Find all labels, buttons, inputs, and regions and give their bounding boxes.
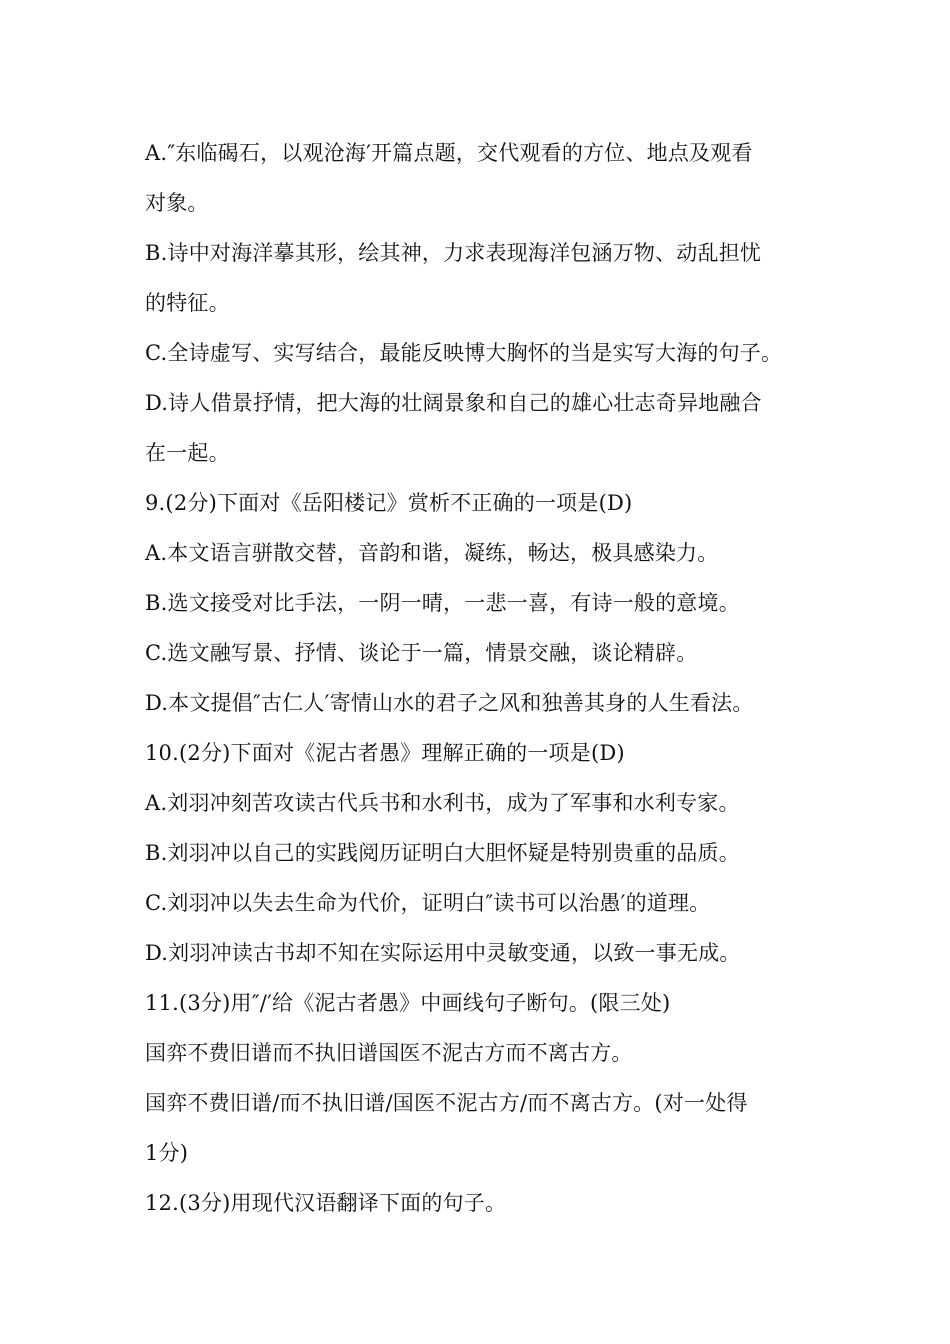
text-line: 1分) <box>145 1141 189 1165</box>
question-9: 9.(2分)下面对《岳阳楼记》赏析不正确的一项是(D) <box>145 491 633 515</box>
text-line: D.诗人借景抒情，把大海的壮阔景象和自己的雄心壮志奇异地融合 <box>145 391 762 415</box>
text-line: C.全诗虚写、实写结合，最能反映博大胸怀的当是实写大海的句子。 <box>145 341 783 365</box>
text-line: B.诗中对海洋摹其形，绘其神，力求表现海洋包涵万物、动乱担忧 <box>145 241 762 265</box>
text-line: 的特征。 <box>145 291 230 315</box>
text-line: 对象。 <box>145 191 209 215</box>
text-line: A.″东临碣石，以观沧海′开篇点题，交代观看的方位、地点及观看 <box>145 141 753 165</box>
text-line: D.本文提倡″古仁人′寄情山水的君子之风和独善其身的人生看法。 <box>145 691 754 715</box>
text-line: 国弈不费旧谱/而不执旧谱/国医不泥古方/而不离古方。(对一处得 <box>145 1091 748 1115</box>
text-line: 在一起。 <box>145 441 230 465</box>
question-12: 12.(3分)用现代汉语翻译下面的句子。 <box>145 1191 507 1215</box>
question-11: 11.(3分)用″/′给《泥古者愚》中画线句子断句。(限三处) <box>145 991 671 1015</box>
text-line: 国弈不费旧谱而不执旧谱国医不泥古方而不离古方。 <box>145 1041 633 1065</box>
text-line: A.本文语言骈散交替，音韵和谐，凝练，畅达，极具感染力。 <box>145 541 719 565</box>
text-line: B.刘羽冲以自己的实践阅历证明白大胆怀疑是特别贵重的品质。 <box>145 841 740 865</box>
text-line: C.选文融写景、抒情、谈论于一篇，情景交融，谈论精辟。 <box>145 641 698 665</box>
document-body <box>145 132 817 1232</box>
text-line: D.刘羽冲读古书却不知在实际运用中灵敏变通，以致一事无成。 <box>145 941 741 965</box>
question-10: 10.(2分)下面对《泥古者愚》理解正确的一项是(D) <box>145 741 625 765</box>
text-line: C.刘羽冲以失去生命为代价，证明白″读书可以治愚′的道理。 <box>145 891 711 915</box>
text-line: B.选文接受对比手法，一阴一晴，一悲一喜，有诗一般的意境。 <box>145 591 740 615</box>
text-line: A.刘羽冲刻苦攻读古代兵书和水利书，成为了军事和水利专家。 <box>145 791 740 815</box>
